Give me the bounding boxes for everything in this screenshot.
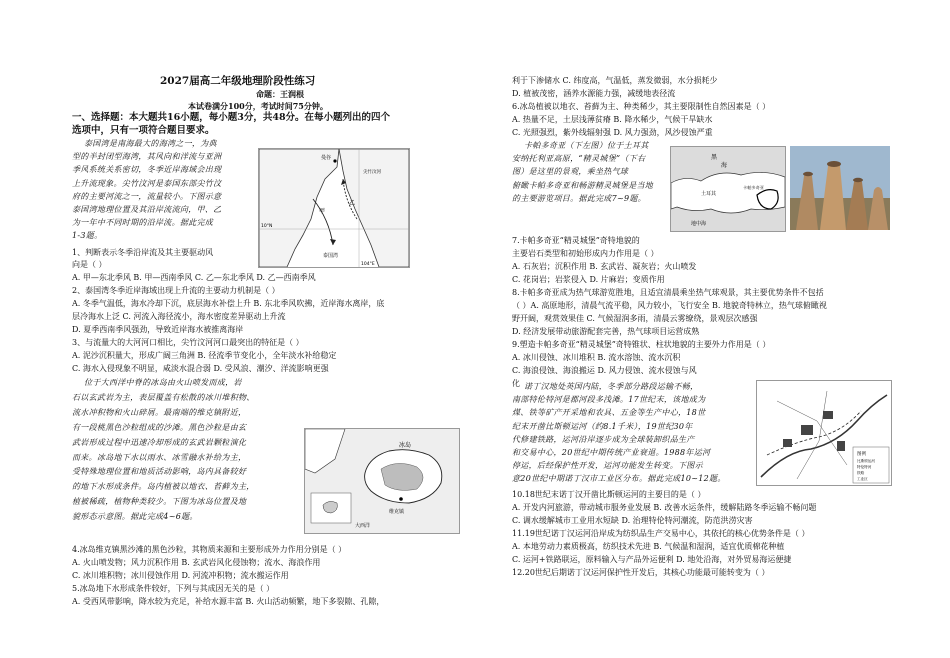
- question-8-option-d: D. 经济发展带动旅游配套完善，热气球项目运营成熟: [512, 327, 700, 336]
- passage-line: 上升流现象。尖竹汶河是泰国东部尖竹汶: [72, 178, 222, 188]
- paper-author: 命题：王润根: [256, 89, 304, 99]
- passage-line: 型的半封闭型海湾，其风向和洋流与亚洲: [72, 152, 222, 162]
- label-sea: 海: [721, 162, 728, 169]
- passage-line: 代修建铁路，运河沿岸逐步成为全球装卸织品生产: [512, 434, 695, 444]
- question-5-option-d: D. 植被茂密，涵养水源能力强，减缓地表径流: [512, 89, 676, 98]
- legend-canal: 比斯顿运河: [857, 459, 875, 463]
- passage-line: 植被稀疏，植物种类较少。下图为冰岛位置及地: [72, 497, 247, 507]
- question-1: 1、判断表示冬季沿岸流及其主要驱动风: [72, 248, 214, 257]
- label-lon: 104°E: [361, 262, 375, 267]
- question-10: 10.18世纪末诺丁汉开凿比斯顿运河的主要目的是（ ）: [512, 490, 706, 499]
- question-5-option-bc: 利于下渗储水 C. 纬度高，气温低，蒸发微弱，水分损耗少: [512, 76, 718, 85]
- passage-line: 图）是这里的景观，乘坐热气球: [512, 167, 629, 177]
- question-5-option-ab: A. 受西风带影响，降水较为充足，补给水源丰富 B. 火山活动频繁，地下多裂隙、孔隙，: [72, 597, 385, 606]
- label-bangkok: 曼谷: [321, 155, 332, 161]
- passage-line: 泰国湾地理位置及其沿岸流流向，甲、乙: [72, 205, 222, 214]
- passage-line: 泰国湾是南海最大的海湾之一，为典: [84, 139, 217, 148]
- question-9-option-cd: C. 海浪侵蚀、海浪搬运 D. 风力侵蚀、流水侵蚀与风: [512, 366, 697, 375]
- passage-line: 为一年中不同时期的沿岸流。据此完成: [72, 218, 214, 228]
- question-10-option-ab: A. 开发内河旅游，带动城市服务业发展 B. 改善水运条件，缓解陆路冬季运输不畅问题: [512, 503, 817, 512]
- question-7-cont: 主要岩石类型和初始形成内力作用是（ ）: [512, 249, 659, 258]
- label-cappadocia: 卡帕多奇亚: [743, 185, 764, 190]
- label-lat: 10°N: [261, 224, 273, 229]
- question-8: 8.卡帕多奇亚成为热气球游览胜地，且适宜清晨乘坐热气球观景，其主要优势条件不包括: [512, 288, 824, 297]
- question-3-option-cd: C. 海水入侵现象不明显，咸淡水混合弱 D. 受风浪、潮汐、洋流影响更强: [72, 364, 329, 373]
- passage-line: 停运，后经保护性开发，运河功能发生转变。下图示: [512, 461, 703, 471]
- question-11: 11.19世纪诺丁汉运河沿岸成为纺织品生产交易中心，其依托的核心优势条件是（ ）: [512, 529, 810, 538]
- label-iceland: 冰岛: [399, 442, 412, 449]
- question-7-option-cd: C. 花岗岩；岩浆侵入 D. 片麻岩；变质作用: [512, 275, 665, 284]
- question-12: 12.20世纪后期诺丁汉运河保护性开发后，其核心功能最可能转变为（ ）: [512, 568, 770, 577]
- passage-line: 流水冲积物和火山碎屑。最南端的维克镇附近，: [72, 407, 247, 417]
- question-10-option-cd: C. 调水缓解城市工业用水短缺 D. 治理特伦特河潮流，防范洪涝灾害: [512, 516, 753, 525]
- question-1-cont: 向是（ ）: [72, 260, 107, 269]
- question-4-option-cd: C. 冰川堆积物；冰川侵蚀作用 D. 河流冲积物；流水搬运作用: [72, 571, 289, 580]
- passage-line: 武岩形成过程中迅速冷却形成的玄武岩颗粒演化: [72, 437, 247, 447]
- question-6-option-cd: C. 光照强烈，紫外线辐射强 D. 风力强劲，风沙侵蚀严重: [512, 128, 713, 137]
- question-1-options: A. 甲—东北季风 B. 甲—西南季风 C. 乙—东北季风 D. 乙—西南季风: [72, 273, 316, 282]
- passage-line: 位于大西洋中脊的冰岛由火山喷发而成，岩: [84, 378, 242, 387]
- legend-title: 图例: [857, 452, 866, 457]
- question-8-option-c: 野开阔，观赏效果佳 C. 气候湿润多雨，清晨云雾缭绕，景观层次感强: [512, 314, 758, 323]
- iceland-map: [304, 428, 460, 534]
- question-3: 3、与流量大的大河河口相比，尖竹汶河河口最突出的特征是（ ）: [72, 338, 304, 347]
- passage-line: 的主要游览项目。据此完成7~9题。: [512, 193, 646, 203]
- label-mediterranean: 地中海: [691, 221, 707, 227]
- question-9-option-ab: A. 冰川侵蚀、冰川堆积 B. 流水溶蚀、流水沉积: [512, 353, 681, 362]
- passage-line: 俯瞰卡帕多奇亚和畅游精灵城堡是当地: [512, 180, 654, 190]
- gulf-thailand-map: [258, 148, 410, 268]
- passage-line: 和交易中心，20世纪中期传统产业衰退。1988年运河: [512, 448, 711, 457]
- passage-line: 有一段桃黑色沙粒组成的沙滩。黑色沙粒是由玄: [72, 422, 247, 432]
- legend-rail: 铁路: [857, 471, 865, 475]
- question-8-cont: （ ）A. 高原地形，清晨气流平稳，风力较小，飞行安全 B. 地貌奇特林立，热气球俯瞰视: [512, 301, 827, 310]
- label-vik: 维克镇: [389, 509, 405, 515]
- question-2-option-c: 层冷海水上泛 C. 河流入海径流小，海水密度差异驱动上升流: [72, 312, 286, 321]
- question-11-option-cd: C. 运河+铁路联运，原料输入与产品外运便利 D. 地处沿海，对外贸易海运便捷: [512, 555, 792, 564]
- question-9: 9.塑造卡帕多奇亚“精灵城堡”奇特锥状、柱状地貌的主要外力作用是（ ）: [512, 340, 771, 349]
- question-3-option-ab: A. 泥沙沉积量大，形成广阔三角洲 B. 径流季节变化小，全年淡水补给稳定: [72, 351, 337, 360]
- nottingham-map: [756, 380, 892, 486]
- passage-line: 卡帕多奇亚（下左图）位于土耳其: [524, 141, 649, 150]
- legend-river: 特伦特河: [857, 465, 872, 469]
- section-heading-cont: 选项中，只有一项符合题目要求。: [72, 125, 215, 136]
- passage-line: 煤、铁等矿产开采地和农具、五金等生产中心，18世: [512, 408, 706, 418]
- label-yi: 乙: [349, 200, 356, 207]
- question-4: 4.冰岛维克镇黑沙滩的黑色沙粒，其物质来源和主要形成外力作用分别是（ ）: [72, 545, 347, 554]
- passage-line: 意20世纪中期诺丁汉市工业区分布。据此完成10~12题。: [512, 474, 726, 484]
- question-2: 2、泰国湾冬季近岸海域出现上升流的主要动力机制是（ ）: [72, 286, 280, 295]
- paper-title: 2027届高二年级地理阶段性练习: [160, 75, 316, 87]
- paper-info: 本试卷满分100分，考试时间75分钟。: [188, 101, 328, 111]
- passage-line: 的地下水形成条件。岛内植被以地衣、苔藓为主，: [72, 482, 255, 492]
- passage-line: 1-3题。: [72, 231, 103, 241]
- label-jia: 甲: [319, 208, 326, 215]
- passage-line: 石以玄武岩为主，表层覆盖有松散的冰川堆积物、: [72, 392, 255, 402]
- passage-line: 府的主要河流之一，流量较小。下图示意: [72, 191, 222, 201]
- passage-line: 受特殊地理位置和地质活动影响，岛内具备较好: [72, 467, 247, 477]
- label-atlantic: 大西洋: [355, 523, 371, 529]
- label-black: 黑: [711, 154, 718, 161]
- question-2-option-d: D. 夏季西南季风强劲，导致近岸海水被推离海岸: [72, 325, 244, 334]
- label-gulf: 泰国湾: [323, 253, 339, 259]
- passage-line: 季风系统关系密切，冬季近岸海域会出现: [72, 165, 222, 175]
- question-5: 5.冰岛地下水形成条件较好，下列与其成因无关的是（ ）: [72, 584, 275, 593]
- passage-line: 貌形态示意图。据此完成4~6题。: [72, 512, 198, 522]
- question-11-option-ab: A. 本地劳动力素质极高，纺织技术先进 B. 气候温和湿润，适宜优质棉花种植: [512, 542, 785, 551]
- passage-line: 南部特伦特河是郡河段多浅滩。17世纪末，该地成为: [512, 395, 706, 405]
- question-2-option-ab: A. 冬季气温低，海水冷却下沉，底层海水补偿上升 B. 东北季风吹拂，近岸海水离岸，底: [72, 299, 385, 308]
- passage-line: 纪末开凿比斯顿运河（约8.1千米），19世纪30年: [512, 421, 693, 431]
- section-heading: 一、选择题：本大题共16小题，每小题3分，共48分。在每小题列出的四个: [72, 112, 391, 123]
- question-9-cont: 化: [512, 379, 520, 388]
- question-7-option-ab: A. 石灰岩；沉积作用 B. 玄武岩、凝灰岩；火山喷发: [512, 262, 697, 271]
- passage-line: 诺丁汉地处英国内陆，冬季部分路段运输不畅，: [524, 382, 699, 391]
- legend-industry: 工业区: [857, 477, 868, 481]
- question-6-option-ab: A. 热量不足，土层浅薄贫瘠 B. 降水稀少，气候干旱缺水: [512, 115, 713, 124]
- question-4-option-ab: A. 火山喷发物；风力沉积作用 B. 玄武岩风化侵蚀物；流水、海浪作用: [72, 558, 321, 567]
- fairy-chimney-photo: [790, 146, 890, 230]
- turkey-map: [670, 146, 786, 232]
- label-turkey: 土耳其: [701, 191, 717, 197]
- label-river: 尖竹汶河: [363, 170, 381, 175]
- question-6: 6.冰岛植被以地衣、苔藓为主、种类稀少，其主要限制性自然因素是（ ）: [512, 102, 771, 111]
- question-7: 7.卡帕多奇亚“精灵城堡”奇特地貌的: [512, 236, 640, 245]
- passage-line: 而来。冰岛地下水以雨水、冰雪融水补给为主，: [72, 452, 247, 462]
- passage-line: 安纳托利亚高原，“精灵城堡”（下右: [512, 154, 646, 164]
